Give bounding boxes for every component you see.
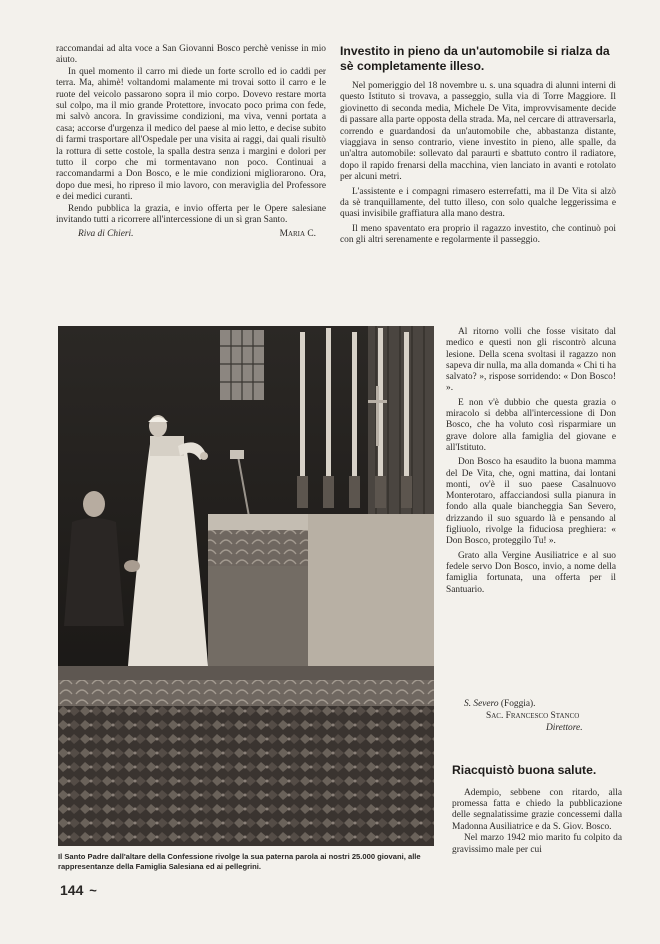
photo-caption: Il Santo Padre dall'altare della Confessione rivolge la sua paterna parola ai nostri 25.000 giovani, alle rappresentanze della Famiglia Salesiana ed ai pellegrini. [58, 852, 421, 871]
right-paragraph: L'assistente e i compagni rimasero esterrefatti, ma il De Vita si alzò da sè tranquillamente, del tutto illeso, con solo qualche leggerissima e quasi invisibile graffiatura alla mano destra. [340, 186, 616, 220]
narrow-paragraph: E non v'è dubbio che questa grazia o miracolo si debba all'intercessione di Don Bosco, che ha voluto così risparmiare un grave dolore alla famiglia del giovane e all'Istituto. [446, 397, 616, 453]
photo-illustration [58, 326, 434, 846]
narrow-paragraph: Grato alla Vergine Ausiliatrice e al suo fedele servo Don Bosco, invio, a nome della famiglia fortunata, una offerta per il Santuario. [446, 550, 616, 595]
page-number: 144 [60, 882, 84, 898]
left-paragraph: In quel momento il carro mi diede un forte scrollo ed io caddi per terra. Ma, ahimè! voltandomi malamente mi trovai sotto il carro e le ruote del veicolo passarono sopra il mio corpo. Dovevo restare morta sul colpo, ma il mio grande Protettore, invocato poco prima con fede, mi salvò ancora. In gravissime condizioni, ma viva, venni portata a casa; accorse d'urgenza il medico del paese al mio letto, e decise subito di farmi trasportare all'Ospedale per una visita ai raggi, dai quali risultò la rottura di sette costole, la spalla destra senza i margini e dolori per tutto il corpo che mi tormentavano non poco. Continuai a raccomandarmi a Don Bosco, e le mie condizioni migliorarono. Ora, dopo due mesi, ho ripreso il mio lavoro, con meraviglia del Professore e dei medici curanti. [56, 66, 326, 203]
left-column [56, 44, 326, 240]
signature-name: Maria C. [279, 228, 316, 239]
folio-ornament: ~ [89, 883, 97, 898]
left-paragraph: raccomandai ad alta voce a San Giovanni Bosco perchè venisse in mio aiuto. [56, 44, 326, 66]
page-folio [60, 882, 97, 898]
second-article-heading: Riacquistò buona salute. [452, 763, 597, 777]
carpet [58, 706, 434, 846]
signature-title: Direttore. [546, 723, 583, 733]
papal-audience-photo [58, 326, 434, 846]
right-signature [446, 698, 616, 734]
right-column [340, 44, 616, 247]
second-article [452, 763, 622, 856]
signature-place-note: (Foggia). [500, 699, 536, 709]
article-heading: Investito in pieno da un'automobile si rialza da sè completamente illeso. [340, 44, 610, 73]
narrow-column [446, 327, 616, 596]
right-paragraph: Nel pomeriggio del 18 novembre u. s. una squadra di alunni interni di questo Istituto si trovava, a passeggio, sulla via di Torre Maggiore. Il giovinetto di seconda media, Michele De Vita, improvvisamente decide di passare alla parte opposta della strada. Ma, nel cercare di attraversarla, correndo e guardandosi da un'automobile che, abbastanza distante, viaggiava in senso contrario, viene investito in pieno, alle spalle, da un'altra automobile: sollevato dal paraurti e sbattuto contro il radiatore, dopo il rapido frenarsi della macchina, vien lanciato in avanti e rotolato per alcuni metri. [340, 81, 616, 183]
narrow-paragraph: Al ritorno volli che fosse visitato dal medico e questi non gli riscontrò alcuna lesione. Della scena svoltasi il ragazzo non sapeva dir nulla, ma alla domanda « Chi ti ha salvato? », rispose sorridendo: « Don Bosco! ». [446, 327, 616, 394]
signature-place: S. Severo [464, 699, 499, 709]
left-paragraph: Rendo pubblica la grazia, e invio offerta per le Opere salesiane invitando tutti a ricorrere all'intercessione di un sì gran Santo. [56, 203, 326, 226]
right-paragraph: Il meno spaventato era proprio il ragazzo investito, che continuò poi con gli altri serenamente e regolarmente il passeggio. [340, 223, 616, 246]
left-signature [56, 228, 326, 240]
second-article-paragraph: Nel marzo 1942 mio marito fu colpito da gravissimo male per cui [452, 833, 622, 855]
signature-place: Riva di Chieri. [78, 228, 134, 239]
second-article-paragraph: Adempio, sebbene con ritardo, alla promessa fatta e chiedo la pubblicazione delle segnalatissime grazie concessemi dalla Madonna Ausiliatrice e da S. Giov. Bosco. [452, 787, 622, 832]
signature-place-line [446, 698, 616, 710]
signature-name: Sac. Francesco Stanco [486, 711, 580, 721]
narrow-paragraph: Don Bosco ha esaudito la buona mamma del De Vita, che, ogni mattina, dai lontani monti, ov'è il suo paese Casalnuovo Monterotaro, affacciandosi sulla pianura in fondo alla quale biancheggia San Severo, drizzando il suo sguardo là e pensando al figliuolo, rivolge la fiduciosa preghiera: « Don Bosco, proteggilo Tu! ». [446, 457, 616, 547]
